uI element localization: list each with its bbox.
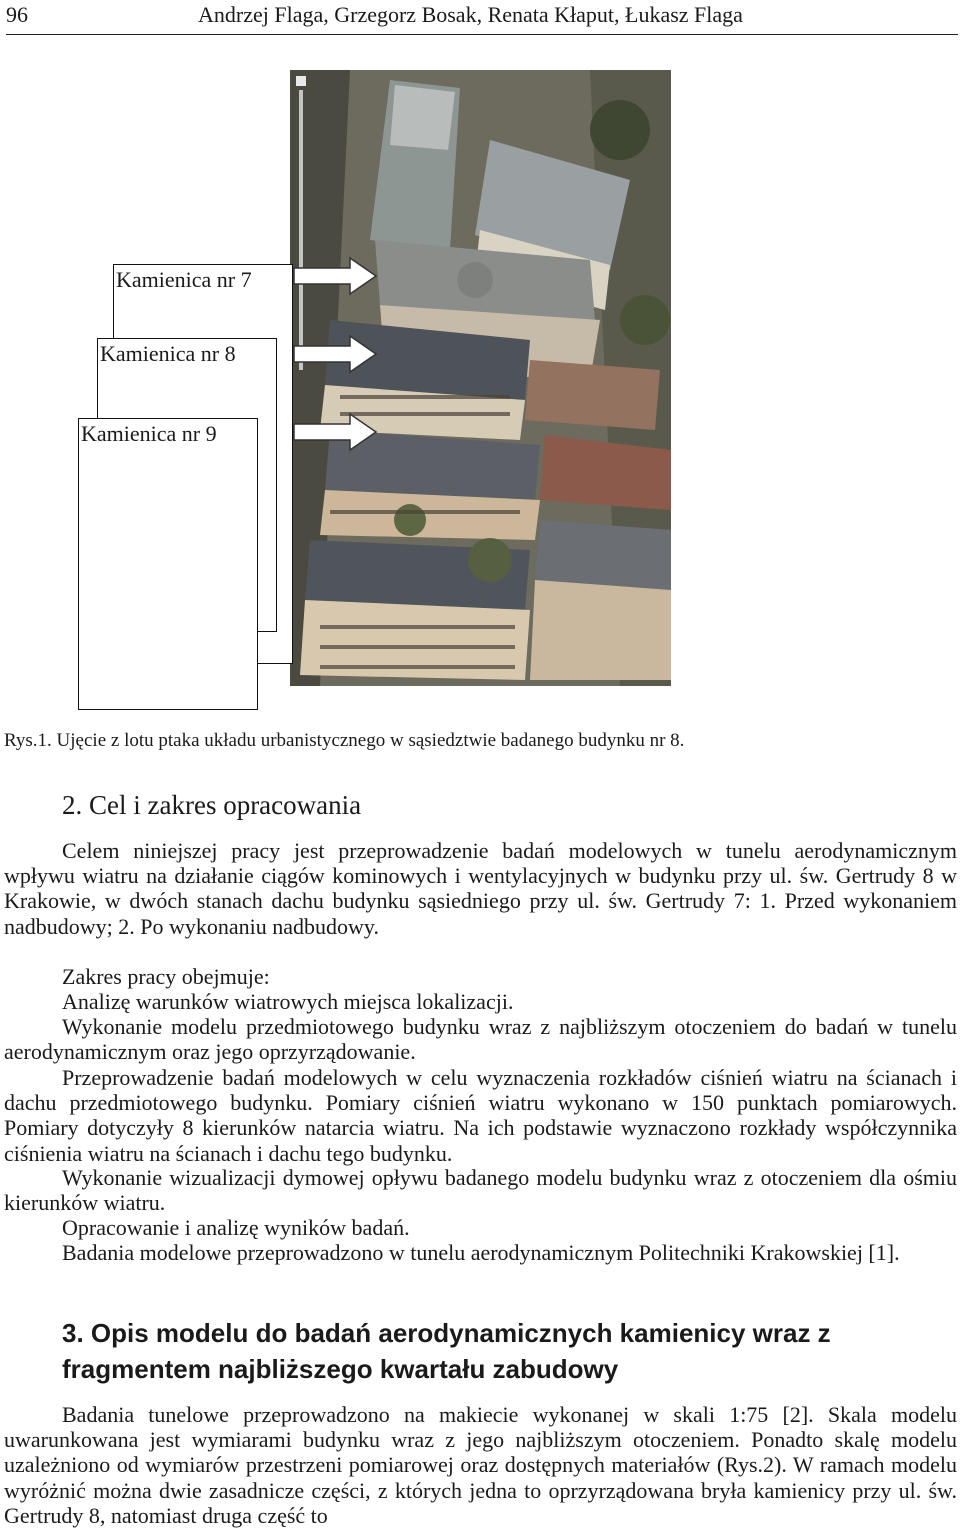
running-header bbox=[6, 0, 958, 35]
arrow-icon bbox=[292, 412, 378, 452]
label-kamienica-7: Kamienica nr 7 bbox=[116, 267, 252, 292]
section-2-scope-item-5: Opracowanie i analizę wyników badań. bbox=[62, 1215, 410, 1240]
arrow-icon bbox=[292, 256, 378, 296]
section-2-paragraph-1: Celem niniejszej pracy jest przeprowadzenie badań modelowych w tunelu aerodynamicznym wpływu wiatru na działanie ciągów kominowych i wentylacyjnych w budynku przy ul. św. Gertrudy 8 w Krakowie, w dwóch stanach dachu budynku sąsiedniego przy ul. św. Gertrudy 7: 1. Przed wykonaniem nadbudowy; 2. Po wykonaniu nadbudowy. bbox=[4, 838, 957, 939]
arrow-icon bbox=[292, 334, 378, 374]
section-3-paragraph: Badania tunelowe przeprowadzono na makiecie wykonanej w skali 1:75 [2]. Skala modelu uwarunkowana jest wymiarami budynku wraz z jego najbliższym otoczeniem. Ponadto skalę modelu uzależniono od wymiarów przestrzeni pomiarowej oraz dostępnych materiałów (Rys.2). W ramach modelu wyróżnić można dwie zasadnicze części, z których jedna to oprzyrządowana bryła kamienicy przy ul. św. Gertrudy 8, natomiast druga część to bbox=[4, 1402, 957, 1528]
aerial-photo bbox=[290, 70, 671, 686]
section-2-scope-intro: Zakres pracy obejmuje: bbox=[62, 964, 270, 989]
label-kamienica-9: Kamienica nr 9 bbox=[81, 421, 217, 446]
header-authors: Andrzej Flaga, Grzegorz Bosak, Renata Kłaput, Łukasz Flaga bbox=[198, 2, 743, 27]
label-kamienica-8: Kamienica nr 8 bbox=[100, 341, 236, 366]
section-2-closing: Badania modelowe przeprowadzono w tunelu aerodynamicznym Politechniki Krakowskiej [1]. bbox=[62, 1240, 900, 1265]
section-2-scope-item-4: Wykonanie wizualizacji dymowej opływu badanego modelu budynku wraz z otoczeniem dla ośmiu kierunków wiatru. bbox=[4, 1165, 957, 1216]
section-2-scope-item-3: Przeprowadzenie badań modelowych w celu wyznaczenia rozkładów ciśnień wiatru na ścianach i dachu przedmiotowego budynku. Pomiary ciśnień wiatru wykonano w 150 punktach pomiarowych. Pomiary dotyczyły 8 kierunków natarcia wiatru. Na ich podstawie wyznaczono rozkłady współczynnika ciśnienia wiatru na ścianach i dachu tego budynku. bbox=[4, 1065, 957, 1166]
section-3-heading: 3. Opis modelu do badań aerodynamicznych kamienicy wraz z fragmentem najbliższego kwartału zabudowy bbox=[62, 1318, 831, 1384]
figure-caption: Rys.1. Ujęcie z lotu ptaka układu urbanistycznego w sąsiedztwie badanego budynku nr 8. bbox=[4, 730, 685, 751]
label-box-kamienica-9 bbox=[78, 418, 258, 710]
page-number: 96 bbox=[6, 2, 28, 27]
section-2-scope-item-2: Wykonanie modelu przedmiotowego budynku wraz z najbliższym otoczeniem do badań w tunelu aerodynamicznym oraz jego oprzyrządowanie. bbox=[4, 1014, 957, 1065]
section-2-heading: 2. Cel i zakres opracowania bbox=[62, 790, 362, 820]
section-2-scope-item-1: Analizę warunków wiatrowych miejsca lokalizacji. bbox=[62, 989, 514, 1014]
